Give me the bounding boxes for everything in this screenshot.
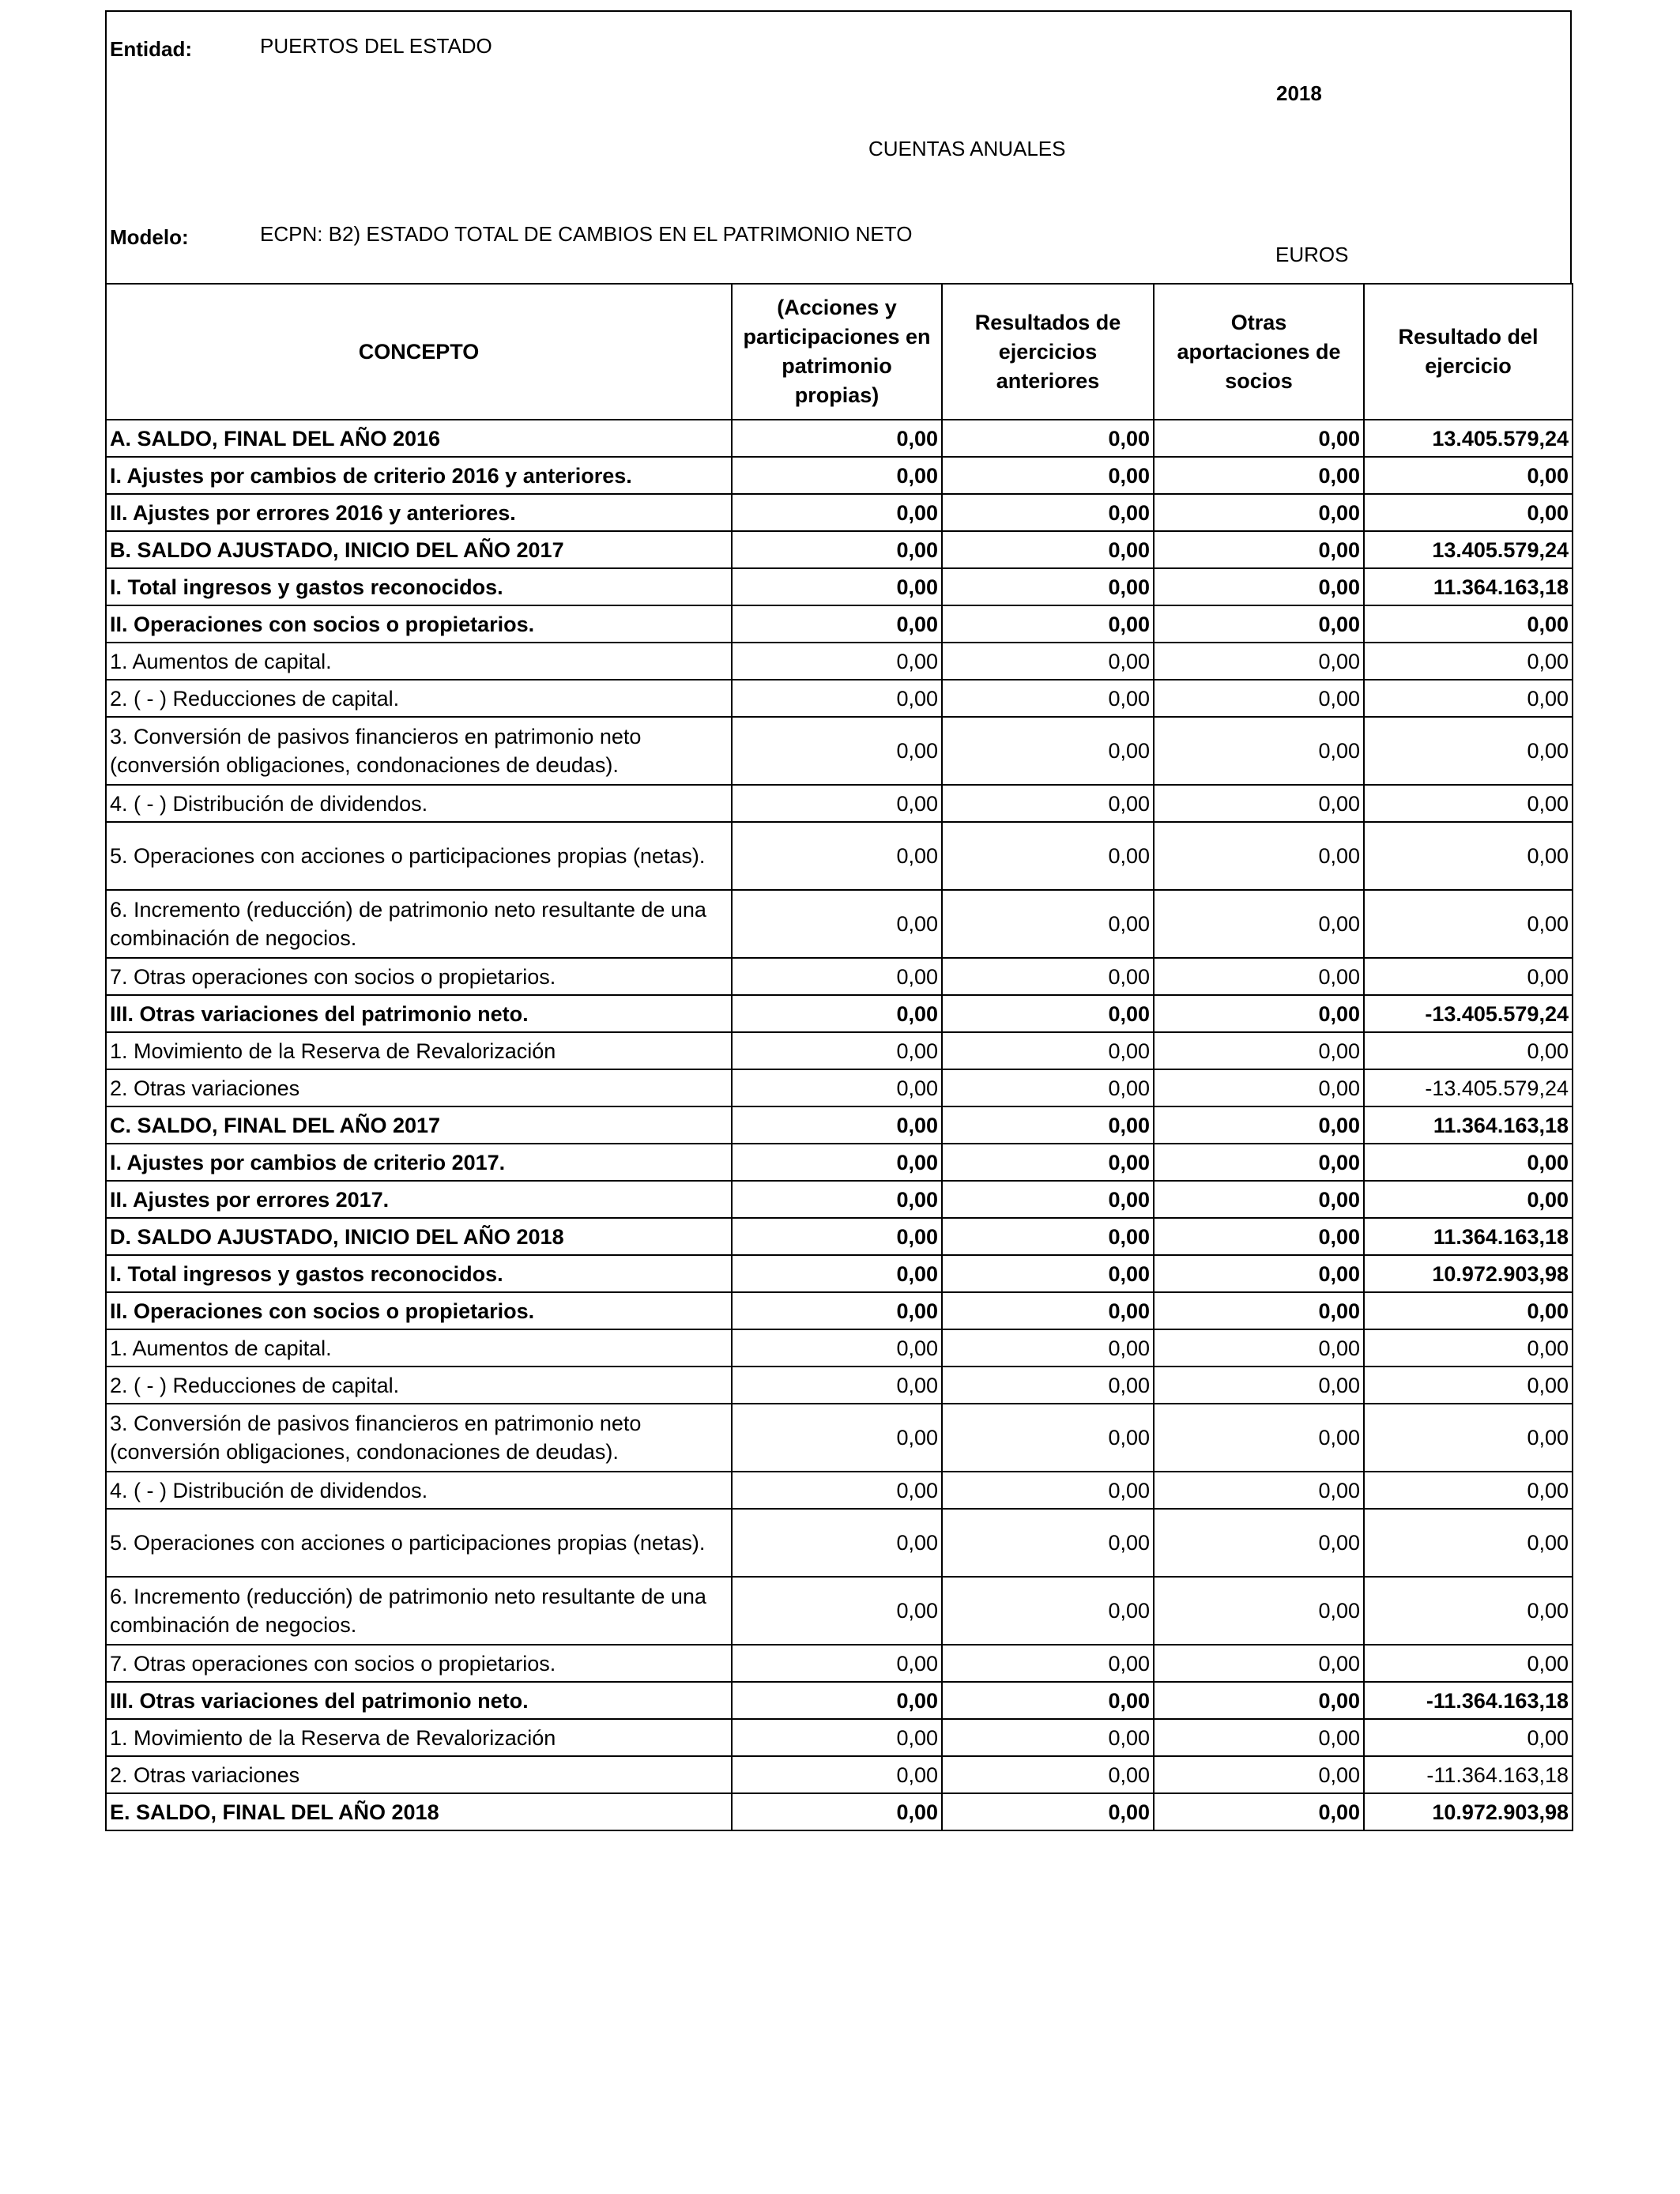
row-concept: 2. ( - ) Reducciones de capital. xyxy=(106,1367,732,1404)
column-header-concepto: CONCEPTO xyxy=(106,284,732,420)
value-otras-aportaciones: 0,00 xyxy=(1154,1329,1364,1367)
value-otras-aportaciones: 0,00 xyxy=(1154,1106,1364,1144)
value-acciones: 0,00 xyxy=(732,420,942,457)
table-row xyxy=(106,1069,1573,1106)
table-row xyxy=(106,822,1573,890)
report-type: CUENTAS ANUALES xyxy=(868,137,1066,160)
table-row xyxy=(106,1682,1573,1719)
row-concept: 5. Operaciones con acciones o participaciones propias (netas). xyxy=(106,1509,732,1577)
table-row xyxy=(106,1218,1573,1255)
value-otras-aportaciones: 0,00 xyxy=(1154,1756,1364,1793)
model-label: Modelo: xyxy=(110,225,189,249)
value-resultado-ejercicio: 11.364.163,18 xyxy=(1364,1218,1573,1255)
value-acciones: 0,00 xyxy=(732,643,942,680)
value-resultado-ejercicio: 10.972.903,98 xyxy=(1364,1255,1573,1292)
value-resultados-anteriores: 0,00 xyxy=(942,1793,1154,1830)
value-otras-aportaciones: 0,00 xyxy=(1154,494,1364,531)
value-acciones: 0,00 xyxy=(732,1144,942,1181)
value-resultados-anteriores: 0,00 xyxy=(942,785,1154,822)
value-resultado-ejercicio: -11.364.163,18 xyxy=(1364,1756,1573,1793)
table-header-row xyxy=(106,284,1573,420)
row-concept: II. Ajustes por errores 2017. xyxy=(106,1181,732,1218)
value-otras-aportaciones: 0,00 xyxy=(1154,605,1364,643)
value-acciones: 0,00 xyxy=(732,1292,942,1329)
row-concept: 5. Operaciones con acciones o participaciones propias (netas). xyxy=(106,822,732,890)
row-concept: 2. Otras variaciones xyxy=(106,1756,732,1793)
value-resultados-anteriores: 0,00 xyxy=(942,680,1154,717)
table-row xyxy=(106,1292,1573,1329)
value-resultado-ejercicio: 0,00 xyxy=(1364,1367,1573,1404)
value-resultado-ejercicio: 0,00 xyxy=(1364,457,1573,494)
value-acciones: 0,00 xyxy=(732,605,942,643)
value-acciones: 0,00 xyxy=(732,1793,942,1830)
value-resultado-ejercicio: 0,00 xyxy=(1364,1032,1573,1069)
value-acciones: 0,00 xyxy=(732,1106,942,1144)
value-resultado-ejercicio: 0,00 xyxy=(1364,1509,1573,1577)
row-concept: II. Ajustes por errores 2016 y anteriores. xyxy=(106,494,732,531)
row-concept: I. Ajustes por cambios de criterio 2017. xyxy=(106,1144,732,1181)
value-otras-aportaciones: 0,00 xyxy=(1154,680,1364,717)
row-concept: I. Ajustes por cambios de criterio 2016 y anteriores. xyxy=(106,457,732,494)
value-resultado-ejercicio: 11.364.163,18 xyxy=(1364,568,1573,605)
value-acciones: 0,00 xyxy=(732,1509,942,1577)
value-acciones: 0,00 xyxy=(732,1181,942,1218)
value-otras-aportaciones: 0,00 xyxy=(1154,1367,1364,1404)
value-resultados-anteriores: 0,00 xyxy=(942,1329,1154,1367)
row-concept: I. Total ingresos y gastos reconocidos. xyxy=(106,1255,732,1292)
table-row xyxy=(106,420,1573,457)
value-acciones: 0,00 xyxy=(732,1329,942,1367)
value-otras-aportaciones: 0,00 xyxy=(1154,1577,1364,1645)
value-resultados-anteriores: 0,00 xyxy=(942,568,1154,605)
value-otras-aportaciones: 0,00 xyxy=(1154,643,1364,680)
value-otras-aportaciones: 0,00 xyxy=(1154,1292,1364,1329)
value-acciones: 0,00 xyxy=(732,1682,942,1719)
value-resultado-ejercicio: 0,00 xyxy=(1364,822,1573,890)
value-resultado-ejercicio: 0,00 xyxy=(1364,605,1573,643)
table-row xyxy=(106,1719,1573,1756)
value-resultados-anteriores: 0,00 xyxy=(942,890,1154,958)
value-resultado-ejercicio: -11.364.163,18 xyxy=(1364,1682,1573,1719)
currency-label: EUROS xyxy=(1275,243,1349,266)
row-concept: 1. Movimiento de la Reserva de Revalorización xyxy=(106,1032,732,1069)
value-resultados-anteriores: 0,00 xyxy=(942,605,1154,643)
value-resultados-anteriores: 0,00 xyxy=(942,494,1154,531)
table-row xyxy=(106,1577,1573,1645)
value-resultado-ejercicio: 0,00 xyxy=(1364,785,1573,822)
value-otras-aportaciones: 0,00 xyxy=(1154,1032,1364,1069)
value-otras-aportaciones: 0,00 xyxy=(1154,1069,1364,1106)
value-otras-aportaciones: 0,00 xyxy=(1154,1218,1364,1255)
value-resultado-ejercicio: 10.972.903,98 xyxy=(1364,1793,1573,1830)
column-header-resultado-ejercicio: Resultado del ejercicio xyxy=(1364,284,1573,420)
row-concept: 2. Otras variaciones xyxy=(106,1069,732,1106)
value-resultados-anteriores: 0,00 xyxy=(942,1645,1154,1682)
value-acciones: 0,00 xyxy=(732,1367,942,1404)
value-resultados-anteriores: 0,00 xyxy=(942,1181,1154,1218)
table-row xyxy=(106,1181,1573,1218)
table-row xyxy=(106,1404,1573,1472)
value-resultado-ejercicio: 0,00 xyxy=(1364,1181,1573,1218)
value-otras-aportaciones: 0,00 xyxy=(1154,531,1364,568)
value-resultado-ejercicio: 11.364.163,18 xyxy=(1364,1106,1573,1144)
model-value: ECPN: B2) ESTADO TOTAL DE CAMBIOS EN EL PATRIMONIO NETO xyxy=(260,222,913,246)
equity-changes-table xyxy=(105,283,1573,1831)
row-concept: 7. Otras operaciones con socios o propietarios. xyxy=(106,1645,732,1682)
value-resultados-anteriores: 0,00 xyxy=(942,1106,1154,1144)
table-row xyxy=(106,995,1573,1032)
table-row xyxy=(106,1106,1573,1144)
table-row xyxy=(106,717,1573,785)
table-row xyxy=(106,1793,1573,1830)
value-resultados-anteriores: 0,00 xyxy=(942,643,1154,680)
table-row xyxy=(106,1756,1573,1793)
value-resultados-anteriores: 0,00 xyxy=(942,1404,1154,1472)
row-concept: I. Total ingresos y gastos reconocidos. xyxy=(106,568,732,605)
table-row xyxy=(106,680,1573,717)
table-row xyxy=(106,1032,1573,1069)
value-acciones: 0,00 xyxy=(732,1404,942,1472)
row-concept: 6. Incremento (reducción) de patrimonio neto resultante de una combinación de negocios. xyxy=(106,1577,732,1645)
value-otras-aportaciones: 0,00 xyxy=(1154,822,1364,890)
entity-value: PUERTOS DEL ESTADO xyxy=(260,34,492,58)
value-otras-aportaciones: 0,00 xyxy=(1154,1144,1364,1181)
value-otras-aportaciones: 0,00 xyxy=(1154,1719,1364,1756)
value-acciones: 0,00 xyxy=(732,785,942,822)
value-otras-aportaciones: 0,00 xyxy=(1154,457,1364,494)
table-row xyxy=(106,1255,1573,1292)
value-acciones: 0,00 xyxy=(732,995,942,1032)
row-concept: 4. ( - ) Distribución de dividendos. xyxy=(106,785,732,822)
value-otras-aportaciones: 0,00 xyxy=(1154,1255,1364,1292)
value-resultados-anteriores: 0,00 xyxy=(942,822,1154,890)
value-otras-aportaciones: 0,00 xyxy=(1154,995,1364,1032)
value-resultado-ejercicio: -13.405.579,24 xyxy=(1364,995,1573,1032)
table-row xyxy=(106,568,1573,605)
table-row xyxy=(106,890,1573,958)
value-acciones: 0,00 xyxy=(732,494,942,531)
row-concept: 6. Incremento (reducción) de patrimonio neto resultante de una combinación de negocios. xyxy=(106,890,732,958)
value-acciones: 0,00 xyxy=(732,1756,942,1793)
value-resultados-anteriores: 0,00 xyxy=(942,531,1154,568)
value-resultados-anteriores: 0,00 xyxy=(942,420,1154,457)
row-concept: II. Operaciones con socios o propietarios. xyxy=(106,605,732,643)
table-row xyxy=(106,1509,1573,1577)
value-resultados-anteriores: 0,00 xyxy=(942,1719,1154,1756)
value-otras-aportaciones: 0,00 xyxy=(1154,1404,1364,1472)
value-otras-aportaciones: 0,00 xyxy=(1154,1645,1364,1682)
value-resultado-ejercicio: 0,00 xyxy=(1364,1719,1573,1756)
value-resultado-ejercicio: 0,00 xyxy=(1364,1645,1573,1682)
table-row xyxy=(106,1144,1573,1181)
value-otras-aportaciones: 0,00 xyxy=(1154,568,1364,605)
value-resultados-anteriores: 0,00 xyxy=(942,1144,1154,1181)
table-row xyxy=(106,1645,1573,1682)
value-otras-aportaciones: 0,00 xyxy=(1154,420,1364,457)
value-otras-aportaciones: 0,00 xyxy=(1154,785,1364,822)
value-resultados-anteriores: 0,00 xyxy=(942,1255,1154,1292)
value-acciones: 0,00 xyxy=(732,1032,942,1069)
table-body xyxy=(106,420,1573,1830)
table-row xyxy=(106,531,1573,568)
value-acciones: 0,00 xyxy=(732,1255,942,1292)
value-resultados-anteriores: 0,00 xyxy=(942,1472,1154,1509)
value-resultado-ejercicio: 0,00 xyxy=(1364,494,1573,531)
column-header-otras-aportaciones: Otras aportaciones de socios xyxy=(1154,284,1364,420)
value-resultado-ejercicio: 13.405.579,24 xyxy=(1364,531,1573,568)
value-acciones: 0,00 xyxy=(732,680,942,717)
table-row xyxy=(106,643,1573,680)
table-row xyxy=(106,1472,1573,1509)
row-concept: III. Otras variaciones del patrimonio neto. xyxy=(106,1682,732,1719)
value-resultado-ejercicio: 0,00 xyxy=(1364,890,1573,958)
column-header-acciones: (Acciones y participaciones en patrimonio propias) xyxy=(732,284,942,420)
report-year: 2018 xyxy=(1276,81,1322,105)
value-resultado-ejercicio: 0,00 xyxy=(1364,717,1573,785)
row-concept: A. SALDO, FINAL DEL AÑO 2016 xyxy=(106,420,732,457)
entity-label: Entidad: xyxy=(110,37,192,61)
value-resultados-anteriores: 0,00 xyxy=(942,1682,1154,1719)
value-acciones: 0,00 xyxy=(732,1472,942,1509)
value-otras-aportaciones: 0,00 xyxy=(1154,1682,1364,1719)
value-acciones: 0,00 xyxy=(732,531,942,568)
row-concept: 1. Aumentos de capital. xyxy=(106,1329,732,1367)
table-row xyxy=(106,785,1573,822)
value-acciones: 0,00 xyxy=(732,568,942,605)
value-acciones: 0,00 xyxy=(732,1645,942,1682)
value-otras-aportaciones: 0,00 xyxy=(1154,890,1364,958)
row-concept: E. SALDO, FINAL DEL AÑO 2018 xyxy=(106,1793,732,1830)
value-resultados-anteriores: 0,00 xyxy=(942,717,1154,785)
value-resultados-anteriores: 0,00 xyxy=(942,1292,1154,1329)
value-resultado-ejercicio: 0,00 xyxy=(1364,680,1573,717)
value-resultado-ejercicio: 0,00 xyxy=(1364,643,1573,680)
row-concept: C. SALDO, FINAL DEL AÑO 2017 xyxy=(106,1106,732,1144)
column-header-resultados-anteriores: Resultados de ejercicios anteriores xyxy=(942,284,1154,420)
row-concept: 1. Movimiento de la Reserva de Revalorización xyxy=(106,1719,732,1756)
value-resultados-anteriores: 0,00 xyxy=(942,995,1154,1032)
value-acciones: 0,00 xyxy=(732,717,942,785)
value-acciones: 0,00 xyxy=(732,1218,942,1255)
value-resultado-ejercicio: 0,00 xyxy=(1364,1472,1573,1509)
table-row xyxy=(106,1329,1573,1367)
row-concept: 4. ( - ) Distribución de dividendos. xyxy=(106,1472,732,1509)
value-otras-aportaciones: 0,00 xyxy=(1154,1472,1364,1509)
row-concept: 3. Conversión de pasivos financieros en patrimonio neto (conversión obligaciones, condonaciones de deudas). xyxy=(106,1404,732,1472)
value-resultado-ejercicio: -13.405.579,24 xyxy=(1364,1069,1573,1106)
row-concept: 1. Aumentos de capital. xyxy=(106,643,732,680)
row-concept: II. Operaciones con socios o propietarios. xyxy=(106,1292,732,1329)
table-row xyxy=(106,494,1573,531)
row-concept: D. SALDO AJUSTADO, INICIO DEL AÑO 2018 xyxy=(106,1218,732,1255)
value-resultado-ejercicio: 0,00 xyxy=(1364,1329,1573,1367)
value-otras-aportaciones: 0,00 xyxy=(1154,1509,1364,1577)
table-row xyxy=(106,457,1573,494)
value-resultados-anteriores: 0,00 xyxy=(942,1577,1154,1645)
report-header xyxy=(105,10,1572,283)
value-otras-aportaciones: 0,00 xyxy=(1154,717,1364,785)
row-concept: 2. ( - ) Reducciones de capital. xyxy=(106,680,732,717)
statement-sheet xyxy=(105,10,1572,1831)
value-resultado-ejercicio: 0,00 xyxy=(1364,1404,1573,1472)
value-resultados-anteriores: 0,00 xyxy=(942,1509,1154,1577)
value-otras-aportaciones: 0,00 xyxy=(1154,1181,1364,1218)
value-resultados-anteriores: 0,00 xyxy=(942,457,1154,494)
value-resultados-anteriores: 0,00 xyxy=(942,1069,1154,1106)
value-resultados-anteriores: 0,00 xyxy=(942,958,1154,995)
value-resultado-ejercicio: 0,00 xyxy=(1364,1144,1573,1181)
table-row xyxy=(106,1367,1573,1404)
value-resultados-anteriores: 0,00 xyxy=(942,1218,1154,1255)
value-otras-aportaciones: 0,00 xyxy=(1154,958,1364,995)
row-concept: B. SALDO AJUSTADO, INICIO DEL AÑO 2017 xyxy=(106,531,732,568)
value-acciones: 0,00 xyxy=(732,457,942,494)
value-acciones: 0,00 xyxy=(732,890,942,958)
value-acciones: 0,00 xyxy=(732,1069,942,1106)
value-acciones: 0,00 xyxy=(732,1577,942,1645)
table-row xyxy=(106,605,1573,643)
value-acciones: 0,00 xyxy=(732,958,942,995)
value-otras-aportaciones: 0,00 xyxy=(1154,1793,1364,1830)
value-resultado-ejercicio: 13.405.579,24 xyxy=(1364,420,1573,457)
value-resultado-ejercicio: 0,00 xyxy=(1364,958,1573,995)
row-concept: 3. Conversión de pasivos financieros en patrimonio neto (conversión obligaciones, condonaciones de deudas). xyxy=(106,717,732,785)
value-resultados-anteriores: 0,00 xyxy=(942,1032,1154,1069)
value-resultado-ejercicio: 0,00 xyxy=(1364,1292,1573,1329)
row-concept: III. Otras variaciones del patrimonio neto. xyxy=(106,995,732,1032)
value-acciones: 0,00 xyxy=(732,822,942,890)
value-resultados-anteriores: 0,00 xyxy=(942,1756,1154,1793)
value-resultado-ejercicio: 0,00 xyxy=(1364,1577,1573,1645)
row-concept: 7. Otras operaciones con socios o propietarios. xyxy=(106,958,732,995)
value-resultados-anteriores: 0,00 xyxy=(942,1367,1154,1404)
value-acciones: 0,00 xyxy=(732,1719,942,1756)
table-row xyxy=(106,958,1573,995)
